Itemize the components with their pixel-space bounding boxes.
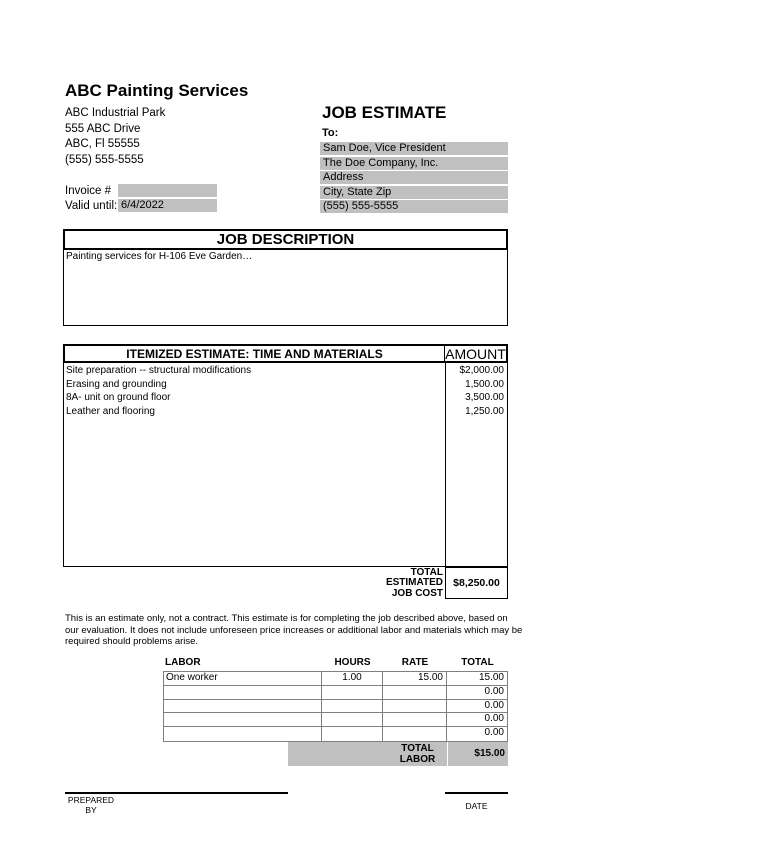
itemized-title: ITEMIZED ESTIMATE: TIME AND MATERIALS bbox=[126, 346, 383, 361]
item-description: Site preparation -- structural modifications bbox=[66, 365, 252, 376]
labor-description-cell[interactable]: One worker bbox=[166, 672, 218, 683]
invoice-number-field[interactable] bbox=[118, 184, 217, 197]
job-description-content[interactable]: Painting services for H-106 Eve Garden… bbox=[63, 250, 508, 326]
labor-description-cell[interactable] bbox=[164, 700, 321, 713]
address-line: 555 ABC Drive bbox=[65, 122, 141, 135]
disclaimer-text: This is an estimate only, not a contract. This estimate is for completing the job described above, based on our evaluation. It does not include unforeseen price increases or additional labor and materials which may be required should problems arise. bbox=[65, 613, 523, 648]
labor-hours-cell[interactable]: 1.00 bbox=[321, 672, 382, 685]
itemized-row bbox=[64, 391, 507, 405]
valid-until-label: Valid until: bbox=[65, 200, 118, 212]
prepared-by-signature-line bbox=[65, 792, 288, 794]
itemized-row bbox=[64, 378, 507, 392]
itemized-table-header bbox=[63, 344, 508, 363]
item-description: Leather and flooring bbox=[66, 405, 155, 417]
item-description: Erasing and grounding bbox=[66, 378, 167, 390]
address-line: ABC Industrial Park bbox=[65, 107, 166, 119]
item-amount: $2,000.00 bbox=[459, 365, 504, 376]
labor-total-cell: 0.00 bbox=[446, 727, 507, 741]
rate-column-header: RATE bbox=[401, 657, 429, 668]
labor-row bbox=[164, 713, 507, 727]
recipient-phone-field[interactable]: (555) 555-5555 bbox=[320, 200, 508, 213]
recipient-address-field[interactable]: Address bbox=[320, 171, 508, 184]
itemized-row bbox=[64, 364, 507, 378]
address-line: (555) 555-5555 bbox=[65, 154, 144, 167]
labor-total-cell: 0.00 bbox=[446, 713, 507, 726]
labor-rate-cell[interactable] bbox=[382, 713, 446, 726]
prepared-by-label: PREPARED BY bbox=[67, 795, 115, 815]
labor-rate-cell[interactable] bbox=[382, 727, 446, 741]
labor-table bbox=[163, 671, 508, 742]
item-description: 8A- unit on ground floor bbox=[66, 392, 171, 404]
recipient-company-field[interactable]: The Doe Company, Inc. bbox=[320, 157, 508, 170]
total-labor-label: TOTAL LABOR bbox=[399, 743, 436, 765]
itemized-row bbox=[64, 405, 507, 419]
labor-rate-cell[interactable] bbox=[382, 700, 446, 713]
labor-hours-cell[interactable] bbox=[321, 700, 382, 713]
amount-column-divider bbox=[445, 363, 446, 566]
item-amount: 1,250.00 bbox=[465, 405, 504, 417]
recipient-city-field[interactable]: City, State Zip bbox=[320, 186, 508, 199]
labor-row bbox=[164, 686, 507, 700]
labor-total-cell: 0.00 bbox=[446, 686, 507, 699]
labor-total-row bbox=[288, 742, 508, 766]
labor-column-header: LABOR bbox=[165, 657, 201, 668]
company-name: ABC Painting Services bbox=[65, 81, 249, 100]
job-estimate-title: JOB ESTIMATE bbox=[322, 103, 447, 122]
labor-total-cell: 0.00 bbox=[446, 700, 507, 713]
invoice-number-label: Invoice # bbox=[65, 185, 112, 197]
total-estimated-job-cost-value: $8,250.00 bbox=[445, 567, 508, 599]
labor-total-cell: 15.00 bbox=[446, 672, 507, 685]
total-estimated-job-cost-label: TOTAL ESTIMATED JOB COST bbox=[385, 567, 443, 599]
labor-row bbox=[164, 672, 507, 686]
item-amount: 3,500.00 bbox=[465, 392, 504, 404]
valid-until-field[interactable]: 6/4/2022 bbox=[118, 199, 217, 212]
labor-hours-cell[interactable] bbox=[321, 713, 382, 726]
item-amount: 1,500.00 bbox=[465, 378, 504, 390]
address-line: ABC, Fl 55555 bbox=[65, 138, 140, 151]
labor-row bbox=[164, 727, 507, 741]
labor-rate-cell[interactable] bbox=[382, 686, 446, 699]
labor-hours-cell[interactable] bbox=[321, 727, 382, 741]
date-signature-line bbox=[445, 792, 508, 794]
itemized-table-body bbox=[63, 363, 508, 567]
labor-description-cell[interactable] bbox=[164, 727, 321, 741]
to-label: To: bbox=[322, 127, 339, 139]
amount-column-header: AMOUNT bbox=[445, 345, 506, 362]
labor-hours-cell[interactable] bbox=[321, 686, 382, 699]
labor-description-cell[interactable] bbox=[164, 713, 321, 726]
company-address bbox=[65, 106, 165, 169]
job-description-title: JOB DESCRIPTION bbox=[63, 229, 508, 250]
labor-description-cell[interactable] bbox=[164, 686, 321, 699]
recipient-name-field[interactable]: Sam Doe, Vice President bbox=[320, 142, 508, 155]
date-label: DATE bbox=[465, 801, 488, 811]
hours-column-header: HOURS bbox=[334, 657, 371, 668]
total-column-header: TOTAL bbox=[461, 657, 494, 668]
total-labor-value: $15.00 bbox=[447, 742, 508, 766]
labor-rate-cell[interactable]: 15.00 bbox=[382, 672, 446, 685]
labor-row bbox=[164, 700, 507, 714]
